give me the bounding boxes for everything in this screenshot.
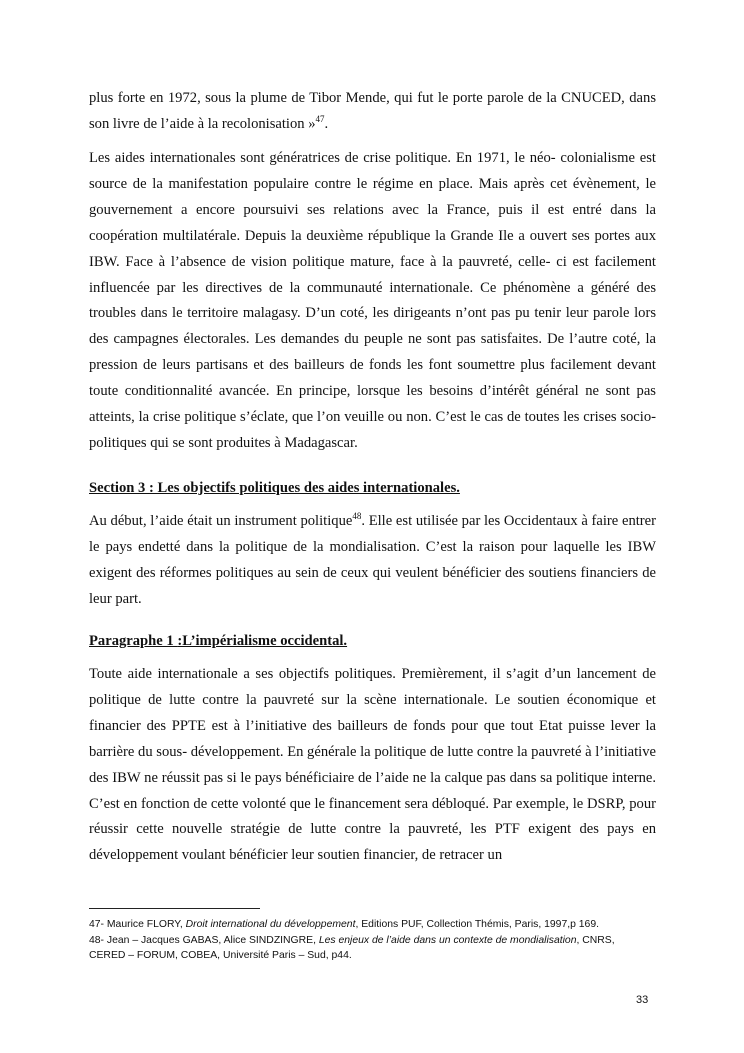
footnotes: [89, 917, 669, 964]
paragraph-political-crisis: [89, 146, 656, 457]
paragraph-intro-end: .: [324, 115, 329, 132]
paragraph-aid-instrument: [89, 509, 656, 613]
paragraph-heading: [89, 629, 656, 655]
paragraph-political-crisis-text: Les aides internationales sont génératrices de crise politique. En 1971, le néo- colonialisme est source de la manifestation populaire contre le régime en place. Mais après cet évènement, le gouvernement a encore poursuivi ses relations avec la France, puis il est entré dans la coopération multilatérale. Depuis la deuxième république la Grande Ile a ouvert ses portes aux IBW. Face à l’absence de vision politique mature, face à la pauvreté, celle- ci est facilement influencée par les directives de la communauté internationale. Ce phénomène a généré des troubles dans le territoire malagasy. D’un coté, les dirigeants n’ont pas pu tenir leur parole lors des campagnes électorales. Les demandes du peuple ne sont pas satisfaites. De l’autre coté, la pression de leurs partisans et des bailleurs de fonds les font soumettre plus facilement devant toute conditionnalité avancée. En principe, lorsque les besoins d’intérêt général ne sont pas atteints, la crise politique s’éclate, que l’on veuille ou non. C’est le cas de toutes les crises socio- politiques qui se sont produites à Madagascar.: [89, 150, 656, 451]
footnote-48-title: Les enjeux de l’aide dans un contexte de mondialisation: [318, 934, 577, 946]
paragraph-intro: [89, 86, 656, 138]
page-number: 33: [636, 994, 649, 1006]
paragraph-imperialism-text: Toute aide internationale a ses objectifs politiques. Premièrement, il s’agit d’un lancement de politique de lutte contre la pauvreté sur la scène internationale. Le soutien économique et financier des PPTE est à l’initiative des bailleurs de fonds pour que tout Etat puisse lever la barrière du sous- développement. En générale la politique de lutte contre la pauvreté à l’initiative des IBW ne réussit pas si le pays bénéficiaire de l’aide ne la calque pas dans sa politique interne. C’est en fonction de cette volonté que le financement sera débloqué. Par exemple, le DSRP, pour réussir cette nouvelle stratégie de lutte contre la pauvreté, les PTF exigent des pays en développement voulant bénéficier leur soutien financier, de retracer un: [89, 666, 656, 864]
section-heading: Section 3 : Les objectifs politiques des aides internationales.: [89, 480, 460, 496]
footnote-ref-48: 48: [352, 511, 362, 521]
paragraph-aid-before: Au début, l’aide était un instrument politique: [89, 513, 353, 529]
paragraph-intro-text: plus forte en 1972, sous la plume de Tibor Mende, qui fut le porte parole de la CNUCED, dans son livre de l’aide à la recolonisation »: [89, 90, 656, 132]
paragraph-heading-label: Paragraphe 1: [89, 633, 178, 649]
paragraph-aid-after: . Elle est utilisée par les Occidentaux à faire entrer le pays endetté dans la politique de la mondialisation. C’est la raison pour laquelle les IBW exigent des réformes politiques au sein de ceux qui veulent bénéficier des soutiens financiers de leur part.: [89, 513, 656, 607]
footnote-divider: [89, 908, 260, 909]
footnote-47-title: Droit international du développement: [185, 919, 356, 930]
footnote-48-continued: CERED – FORUM, COBEA, Université Paris – Sud, p44.: [89, 950, 352, 961]
paragraph-imperialism: [89, 662, 656, 869]
footnote-47: 47- Maurice FLORY, Droit international du développement, Editions PUF, Collection Thémis, Paris, 1997,p 169.: [89, 919, 599, 930]
footnote-48: 48- Jean – Jacques GABAS, Alice SINDZINGRE, Les enjeux de l’aide dans un contexte de mondialisation, CNRS,: [89, 934, 615, 946]
paragraph-heading-title: :L’impérialisme occidental.: [177, 633, 348, 649]
footnote-ref-47: 47: [315, 113, 325, 124]
